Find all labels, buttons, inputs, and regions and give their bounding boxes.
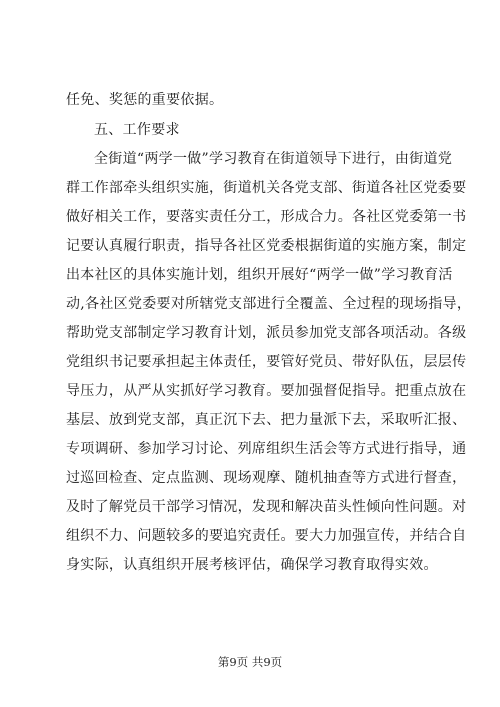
text-line: 及时了解党员干部学习情况，发现和解决苗头性倾向性问题。对 xyxy=(66,499,467,515)
text-line: 基层、放到党支部，真正沉下去、把力量派下去，采取听汇报、 xyxy=(66,412,467,428)
text-line: 帮助党支部制定学习教育计划，派员参加党支部各项活动。各级 xyxy=(66,325,467,341)
text-line: 专项调研、参加学习讨论、列席组织生活会等方式进行指导，通 xyxy=(66,441,467,457)
text-line: 任免、奖惩的重要依据。 xyxy=(66,92,224,108)
text-line: 过巡回检查、定点监测、现场观摩、随机抽查等方式进行督查， xyxy=(66,470,467,486)
text-line: 群工作部牵头组织实施，街道机关各党支部、街道各社区党委要 xyxy=(66,180,467,196)
page-number-footer: 第9页 共9页 xyxy=(217,655,283,669)
text-line: 记要认真履行职责，指导各社区党委根据街道的实施方案，制定 xyxy=(66,238,467,254)
text-line: 出本社区的具体实施计划，组织开展好“两学一做”学习教育活 xyxy=(66,267,453,283)
text-line: 组织不力、问题较多的要追究责任。要大力加强宣传，并结合自 xyxy=(66,528,467,544)
text-line: 做好相关工作，要落实责任分工，形成合力。各社区党委第一书 xyxy=(66,209,467,225)
section-heading: 五、工作要求 xyxy=(94,122,180,138)
paragraph-first-line: 全街道“两学一做”学习教育在街道领导下进行，由街道党 xyxy=(94,151,453,167)
text-line: 党组织书记要承担起主体责任，要管好党员、带好队伍，层层传 xyxy=(66,354,467,370)
text-line: 动,各社区党委要对所辖党支部进行全覆盖、全过程的现场指导， xyxy=(66,296,472,312)
text-line: 导压力，从严从实抓好学习教育。要加强督促指导。把重点放在 xyxy=(66,383,467,399)
text-line: 身实际，认真组织开展考核评估，确保学习教育取得实效。 xyxy=(66,557,438,573)
